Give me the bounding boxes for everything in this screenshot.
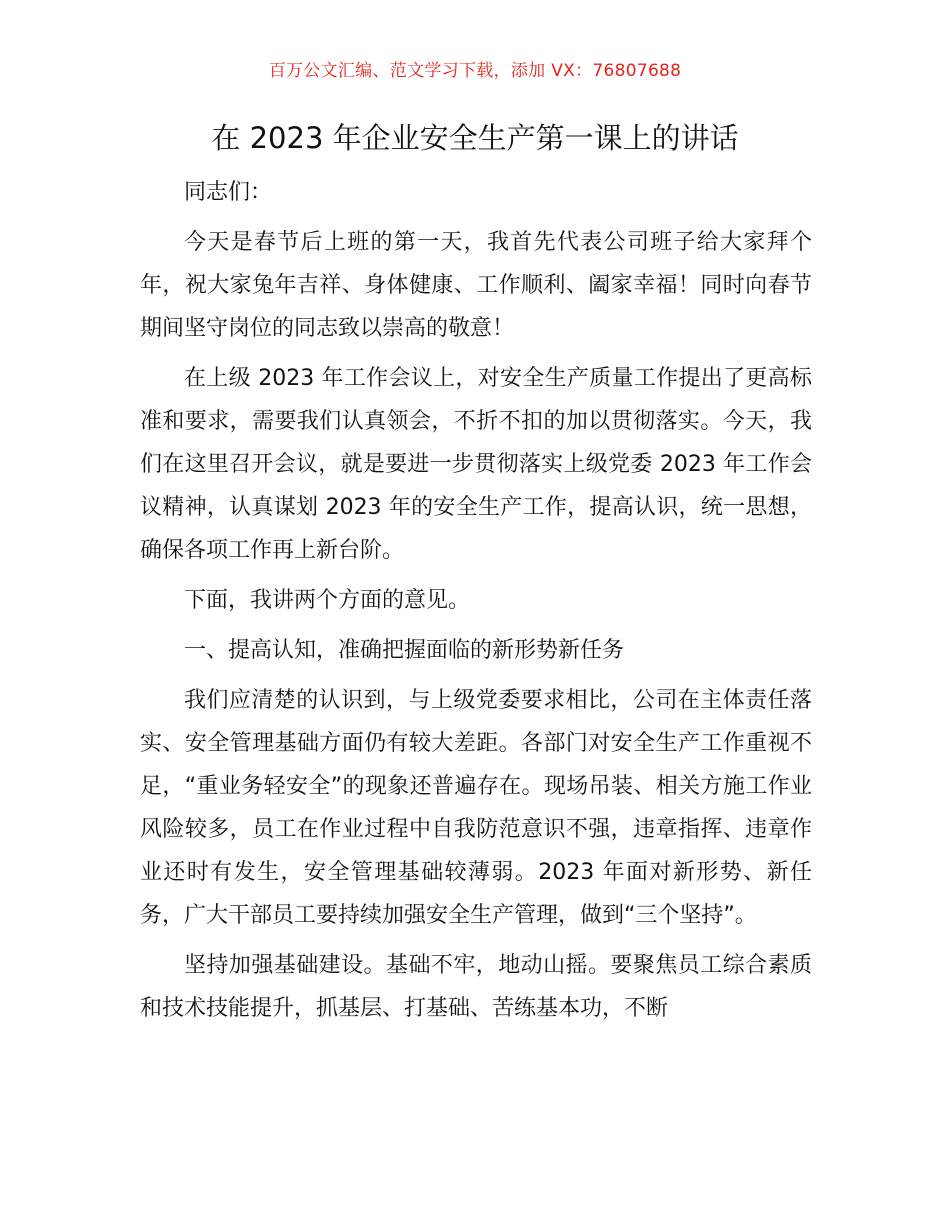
- paragraph-situation: 我们应清楚的认识到，与上级党委要求相比，公司在主体责任落实、安全管理基础方面仍有较大差距。各部门对安全生产工作重视不足，“重业务轻安全”的现象还普遍存在。现场吊装、相关方施工作业风险较多，员工在作业过程中自我防范意识不强，违章指挥、违章作业还时有发生，安全管理基础较薄弱。2023 年面对新形势、新任务，广大干部员工要持续加强安全生产管理，做到“三个坚持”。: [140, 688, 812, 928]
- header-promo-note: 百万公文汇编、范文学习下载，添加 VX：76807688: [268, 61, 682, 81]
- document-body: [140, 171, 812, 1030]
- section-heading-1: 一、提高认知，准确把握面临的新形势新任务: [184, 638, 625, 663]
- document-title: 在 2023 年企业安全生产第一课上的讲话: [211, 121, 739, 155]
- paragraph-meeting-purpose: 在上级 2023 年工作会议上，对安全生产质量工作提出了更高标准和要求，需要我们认真领会，不折不扣的加以贯彻落实。今天，我们在这里召开会议，就是要进一步贯彻落实上级党委 2023 年工作会议精神，认真谋划 2023 年的安全生产工作，提高认识，统一思想，确保各项工作再上新台阶。: [140, 366, 812, 563]
- salutation: 同志们：: [184, 180, 273, 205]
- paragraph-foundation: 坚持加强基础建设。基础不牢，地动山摇。要聚焦员工综合素质和技术技能提升，抓基层、打基础、苦练基本功，不断: [140, 953, 812, 1021]
- paragraph-intro: 下面，我讲两个方面的意见。: [184, 588, 471, 613]
- paragraph-greeting: 今天是春节后上班的第一天，我首先代表公司班子给大家拜个年，祝大家兔年吉祥、身体健康、工作顺利、阖家幸福！同时向春节期间坚守岗位的同志致以崇高的敬意！: [140, 230, 812, 341]
